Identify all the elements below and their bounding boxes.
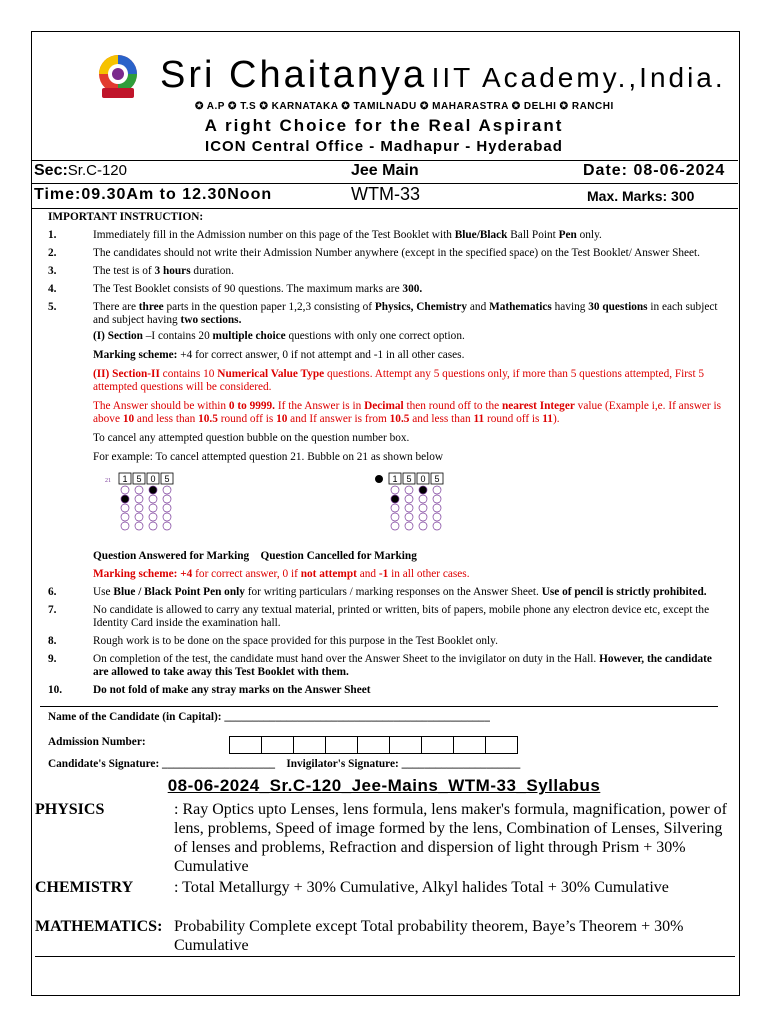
empty-bubble <box>405 495 413 503</box>
empty-bubble <box>121 486 129 494</box>
candidate-signature-field[interactable]: ____________________ <box>162 758 276 770</box>
form-divider <box>40 706 718 707</box>
empty-bubble <box>391 522 399 530</box>
empty-bubble <box>121 522 129 530</box>
exam-name: Jee Main <box>351 162 419 179</box>
empty-bubble <box>405 486 413 494</box>
section-2-desc: (II) Section-II contains 10 Numerical Value Type questions. Attempt any 5 questions only, if more than 5 questions attempted, First 5 attempted questions will be considered. <box>93 368 705 393</box>
institute-main: Sri Chaitanya <box>160 54 428 96</box>
instruction-10: 10. Do not fold of make any stray marks on the Answer Sheet <box>48 684 371 696</box>
filled-bubble <box>149 486 157 494</box>
exam-date: Date: 08-06-2024 <box>583 162 726 179</box>
instruction-9: 9. On completion of the test, the candidate must hand over the Answer Sheet to the invigilator on duty in the Hall. However, the candidate are allowed to take away this Test Booklet with them. <box>48 653 712 678</box>
empty-bubble <box>149 513 157 521</box>
bubble-examples <box>93 470 728 546</box>
empty-bubble <box>433 513 441 521</box>
answer-rule: The Answer should be within 0 to 9999. If the Answer is in Decimal then round off to the nearest Integer value (Example i,e. If answer is above 10 and less than 10.5 round off is 10 and If answer is from 10.5 and less than 11 round off is 11). <box>93 400 722 425</box>
exam-time: Time:09.30Am to 12.30Noon <box>34 186 273 203</box>
marking-scheme-2: Marking scheme: +4 for correct answer, 0 if not attempt and -1 in all other cases. <box>93 568 470 580</box>
empty-bubble <box>149 495 157 503</box>
filled-bubble <box>121 495 129 503</box>
institute-logo <box>93 52 143 102</box>
empty-bubble <box>405 513 413 521</box>
empty-bubble <box>163 504 171 512</box>
empty-bubble <box>391 504 399 512</box>
digit-label: 1 <box>392 474 398 484</box>
office-address: ICON Central Office - Madhapur - Hyderabad <box>205 138 563 155</box>
empty-bubble <box>121 504 129 512</box>
filled-bubble <box>391 495 399 503</box>
question-number-bubble: 21 <box>105 478 111 484</box>
tagline: A right Choice for the Real Aspirant <box>204 116 564 135</box>
admission-digit-box[interactable] <box>453 736 486 754</box>
instruction-7: 7. No candidate is allowed to carry any textual material, printed or written, bits of papers, mobile phone any electron device etc, except the Identity Card inside the examination hall. <box>48 604 710 629</box>
syllabus-chemistry: CHEMISTRY : Total Metallurgy + 30% Cumulative, Alkyl halides Total + 30% Cumulative <box>35 879 669 896</box>
filled-bubble <box>419 486 427 494</box>
max-marks: Max. Marks: 300 <box>587 188 695 204</box>
digit-label: 0 <box>420 474 426 484</box>
syllabus-mathematics: MATHEMATICS: Probability Complete except Total probability theorem, Baye’s Theorem + 30% Cumulative <box>35 918 684 954</box>
institute-name <box>160 54 726 97</box>
digit-label: 5 <box>136 474 142 484</box>
caption-answered: Question Answered for Marking <box>93 550 250 562</box>
empty-bubble <box>135 522 143 530</box>
empty-bubble <box>433 504 441 512</box>
empty-bubble <box>163 522 171 530</box>
digit-label: 5 <box>434 474 440 484</box>
cancel-instruction: To cancel any attempted question bubble on the question number box. <box>93 432 410 444</box>
instruction-4: 4. The Test Booklet consists of 90 questions. The maximum marks are 300. <box>48 283 423 295</box>
empty-bubble <box>405 522 413 530</box>
instruction-5: 5. There are three parts in the question paper 1,2,3 consisting of Physics, Chemistry and Mathematics having 30 questions in each subject and subject having two sections. (I) Section –I contains 20 multiple choice questions with only one correct option. Marking scheme: +4 for correct answer, 0 if not attempt and -1 in all other cases. (II) Section-II contains 10 Numerical Value Type questions. Attempt any 5 questions only, if more than 5 questions attempted, First 5 attempted questions will be considered. The Answer should be within 0 to 9999. If the Answer is in Decimal then round off to the nearest Integer value (Example i,e. If answer is above 10 and less than 10.5 round off is 10 and If answer is from 10.5 and less than 11 round off is 11). To cancel any attempted question bubble on the question number box. For example: To cancel attempted question 21. Bubble on 21 as shown below 21 1 5 0 5 1 5 0 5 Question Answered for Marking Question Cancelled for Marking Marking scheme: +4 for correct answer, 0 if not attempt and -1 in all other cases. <box>48 301 728 581</box>
bubble-grid-cancelled <box>373 472 483 544</box>
empty-bubble <box>391 513 399 521</box>
digit-label: 1 <box>122 474 128 484</box>
bubble-grid-answered <box>103 472 213 544</box>
admission-digit-box[interactable] <box>485 736 518 754</box>
admission-digit-box[interactable] <box>229 736 262 754</box>
section-1-desc: (I) Section –I contains 20 multiple choice questions with only one correct option. <box>93 330 465 342</box>
empty-bubble <box>163 486 171 494</box>
empty-bubble <box>149 504 157 512</box>
states-list: ✪ A.P ✪ T.S ✪ KARNATAKA ✪ TAMILNADU ✪ MAHARASTRA ✪ DELHI ✪ RANCHI <box>195 101 614 112</box>
admission-digit-box[interactable] <box>325 736 358 754</box>
instructions-title: IMPORTANT INSTRUCTION: <box>48 211 204 223</box>
admission-number-label: Admission Number: <box>48 736 146 748</box>
empty-bubble <box>163 513 171 521</box>
empty-bubble <box>135 504 143 512</box>
digit-label: 5 <box>164 474 170 484</box>
candidate-name-row: Name of the Candidate (in Capital): _______________________________________________ <box>48 711 490 723</box>
empty-bubble <box>433 486 441 494</box>
instruction-6: 6. Use Blue / Black Point Pen only for writing particulars / marking responses on the Answer Sheet. Use of pencil is strictly prohibited. <box>48 586 707 598</box>
bubble-captions <box>93 550 728 563</box>
empty-bubble <box>433 495 441 503</box>
admission-number-boxes <box>230 736 518 754</box>
info-divider-bottom <box>31 208 738 209</box>
instruction-1: 1. Immediately fill in the Admission number on this page of the Test Booklet with Blue/Black Ball Point Pen only. <box>48 229 602 241</box>
empty-bubble <box>433 522 441 530</box>
empty-bubble <box>419 495 427 503</box>
empty-bubble <box>405 504 413 512</box>
cancel-example: For example: To cancel attempted question 21. Bubble on 21 as shown below <box>93 451 444 463</box>
instruction-2: 2. The candidates should not write their Admission Number anywhere (except in the specified space) on the Test Booklet/ Answer Sheet. <box>48 247 700 259</box>
footer-divider <box>35 956 735 957</box>
instruction-3: 3. The test is of 3 hours duration. <box>48 265 234 277</box>
marking-scheme-1: Marking scheme: +4 for correct answer, 0 if not attempt and -1 in all other cases. <box>93 349 465 361</box>
signature-row: Candidate's Signature: ____________________ Invigilator's Signature: _____________________ <box>48 758 521 770</box>
empty-bubble <box>121 513 129 521</box>
section-info: Sec:Sr.C-120 <box>34 162 127 179</box>
candidate-name-field[interactable]: _______________________________________________ <box>224 711 490 723</box>
empty-bubble <box>163 495 171 503</box>
digit-label: 5 <box>406 474 412 484</box>
admission-digit-box[interactable] <box>293 736 326 754</box>
header-divider <box>31 160 738 161</box>
admission-digit-box[interactable] <box>357 736 390 754</box>
empty-bubble <box>135 486 143 494</box>
caption-cancelled: Question Cancelled for Marking <box>260 550 417 562</box>
test-code: WTM-33 <box>351 184 420 204</box>
empty-bubble <box>419 513 427 521</box>
empty-bubble <box>419 522 427 530</box>
instructions-block <box>48 211 728 702</box>
syllabus-physics: PHYSICS : Ray Optics upto Lenses, lens formula, lens maker's formula, magnification, power of lens, problems, Speed of image formed by the lens, Combination of Lenses, Silvering of lenses and problems, Refraction and dispersion of light through Prism + 30% Cumulative <box>35 801 727 875</box>
empty-bubble <box>135 495 143 503</box>
instruction-8: 8. Rough work is to be done on the space provided for this purpose in the Test Booklet only. <box>48 635 498 647</box>
empty-bubble <box>149 522 157 530</box>
empty-bubble <box>391 486 399 494</box>
cancel-bubble <box>375 475 383 483</box>
institute-suffix: IIT Academy.,India. <box>431 62 726 93</box>
admission-digit-box[interactable] <box>421 736 454 754</box>
invigilator-signature-field[interactable]: _____________________ <box>401 758 521 770</box>
admission-digit-box[interactable] <box>389 736 422 754</box>
digit-label: 0 <box>150 474 156 484</box>
admission-digit-box[interactable] <box>261 736 294 754</box>
empty-bubble <box>419 504 427 512</box>
empty-bubble <box>135 513 143 521</box>
syllabus-title: 08-06-2024_Sr.C-120_Jee-Mains_WTM-33_Syllabus <box>167 776 601 795</box>
